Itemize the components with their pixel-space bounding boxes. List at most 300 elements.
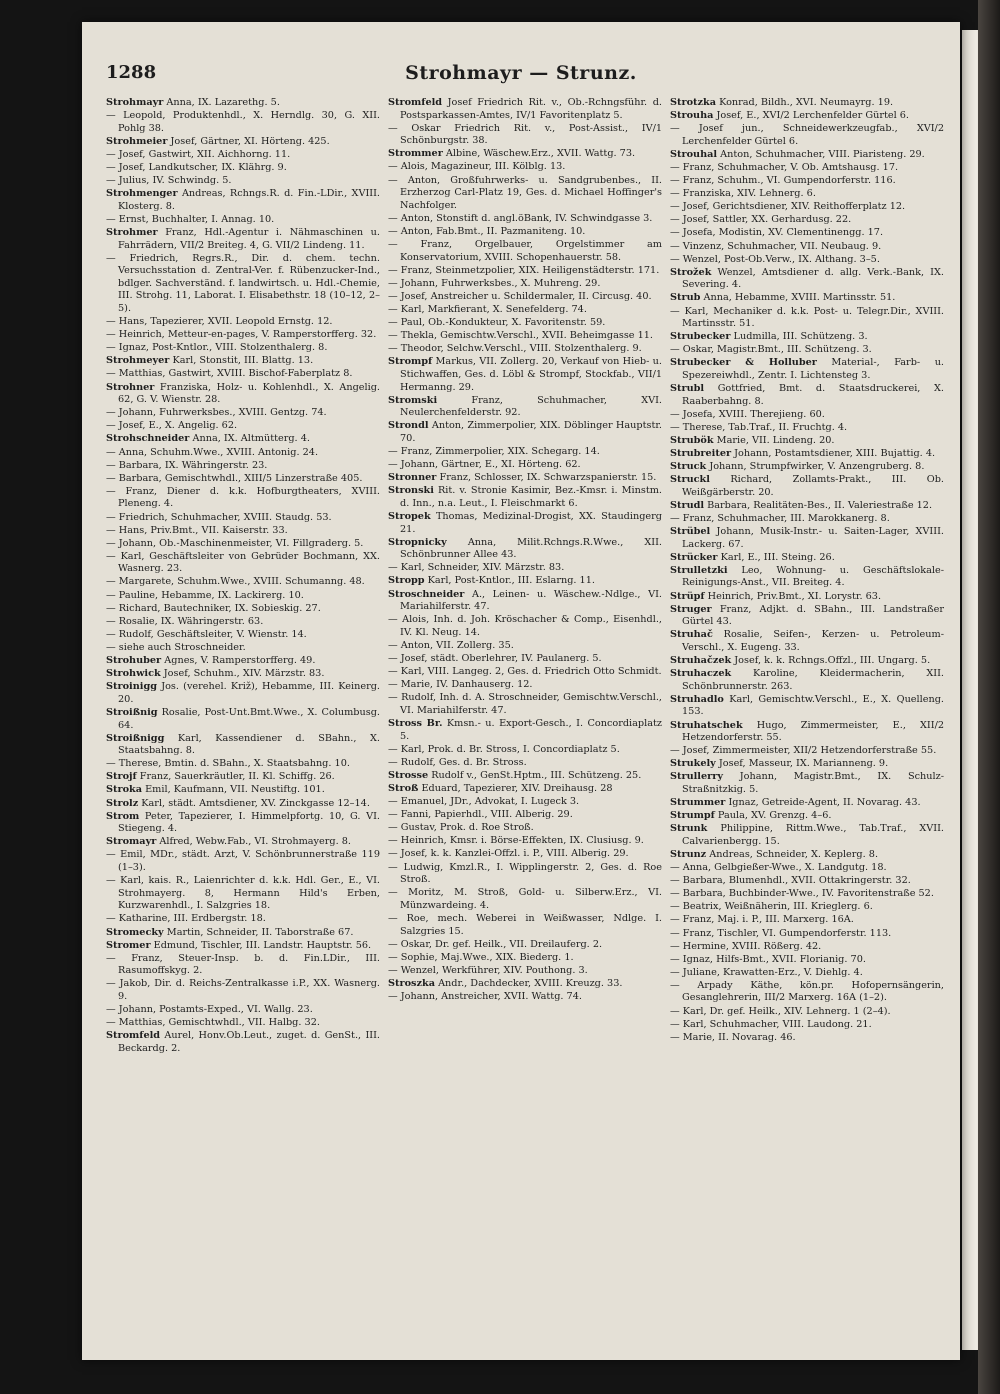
entry-details: — Moritz, M. Stroß, Gold- u. Silberw.Erz., VI. Münzwardeing. 4. xyxy=(388,887,662,911)
directory-entry xyxy=(106,355,380,368)
entry-surname: Stromfeld xyxy=(388,97,443,108)
entry-details: — Rudolf, Geschäftsleiter, V. Wienstr. 14. xyxy=(106,628,307,640)
entry-details: — Josef, städt. Oberlehrer, IV. Paulanerg. 5. xyxy=(388,653,602,665)
directory-entry xyxy=(106,953,380,978)
entry-details: — Franz, Steuer-Insp. b. d. Fin.LDir., III. Rasumoffskyg. 2. xyxy=(106,952,380,977)
directory-entry xyxy=(388,123,662,148)
directory-entry xyxy=(670,604,944,629)
directory-entry xyxy=(106,940,380,953)
directory-entry xyxy=(670,591,944,604)
directory-entry xyxy=(388,796,662,809)
directory-entry xyxy=(670,797,944,810)
entry-details: Martin, Schneider, II. Taborstraße 67. xyxy=(163,926,354,938)
directory-entry xyxy=(388,835,662,848)
entry-details: Rosalie, Seifen-, Kerzen- u. Petroleum-Verschl., X. Eugeng. 33. xyxy=(682,629,944,653)
entry-surname: Stroinigg xyxy=(106,681,157,693)
directory-entry xyxy=(388,770,662,783)
entry-surname: Strožek xyxy=(670,266,712,278)
entry-details: Konrad, Bildh., XVI. Neumayrg. 19. xyxy=(716,97,894,108)
directory-entry xyxy=(388,291,662,304)
entry-surname: Struhačzek xyxy=(670,655,732,667)
page-header xyxy=(106,62,936,92)
entry-details: — Jakob, Dir. d. Reichs-Zentralkasse i.P., XX. Wasnerg. 9. xyxy=(106,978,380,1002)
entry-details: — Ernst, Buchhalter, I. Annag. 10. xyxy=(106,213,275,225)
entry-surname: Strohmeyer xyxy=(106,355,170,367)
entry-details: Josef, E., XVI/2 Lerchenfelder Gürtel 6. xyxy=(713,110,909,122)
entry-details: — Oskar, Dr. gef. Heilk., VII. Dreilauferg. 2. xyxy=(388,938,603,950)
directory-entry xyxy=(106,316,380,329)
directory-entry xyxy=(670,344,944,357)
directory-entry xyxy=(670,526,944,551)
directory-entry xyxy=(670,149,944,162)
entry-details: Karl, Stonstit, III. Blattg. 13. xyxy=(169,355,314,367)
directory-entry xyxy=(670,474,944,499)
entry-surname: Stropek xyxy=(388,511,431,522)
entry-surname: Struhaczek xyxy=(670,668,732,680)
directory-entry xyxy=(670,357,944,382)
entry-surname: Stroschneider xyxy=(388,588,465,600)
directory-entry xyxy=(106,707,380,732)
directory-entry xyxy=(670,461,944,474)
directory-entry xyxy=(388,562,662,575)
entry-surname: Strubecker xyxy=(670,331,731,343)
entry-surname: Strubreiter xyxy=(670,448,732,460)
directory-entry xyxy=(388,148,662,161)
entry-surname: Strommer xyxy=(388,148,443,160)
directory-entry xyxy=(106,681,380,706)
entry-surname: Strubecker & Holluber xyxy=(670,357,817,369)
entry-details: Franz, Schlosser, IX. Schwarzspanierstr. 15. xyxy=(436,472,657,484)
entry-surname: Strohmer xyxy=(106,226,158,238)
directory-entry xyxy=(388,420,662,445)
directory-entry xyxy=(388,822,662,835)
directory-entry xyxy=(106,978,380,1003)
entry-details: Wenzel, Amtsdiener d. allg. Verk.-Bank, IX. Severing. 4. xyxy=(682,266,944,291)
entry-details: Rit. v. Stronie Kasimir, Bez.-Kmsr. i. Minstm. d. Inn., n.a. Leut., I. Fleischmarkt 6. xyxy=(400,485,662,509)
directory-entry xyxy=(670,409,944,422)
entry-surname: Stroißnig xyxy=(106,706,158,718)
entry-details: Material-, Farb- u. Spezereiwhdl., Zentr. I. Lichtensteg 3. xyxy=(682,357,944,381)
entry-surname: Strohuber xyxy=(106,655,162,667)
directory-entry xyxy=(106,758,380,771)
entry-details: — Matthias, Gastwirt, XVIII. Bischof-Faberplatz 8. xyxy=(106,368,353,380)
directory-entry xyxy=(670,175,944,188)
entry-details: Josef Friedrich Rit. v., Ob.-Rchngsführ. d. Postsparkassen-Amtes, IV/1 Favoritenplatz 5. xyxy=(400,97,662,121)
directory-entry xyxy=(106,136,380,149)
entry-surname: Stroka xyxy=(106,784,143,796)
directory-entry xyxy=(388,653,662,666)
directory-entry xyxy=(388,991,662,1004)
directory-entry xyxy=(388,679,662,692)
entry-details: — Ludwig, Kmzl.R., I. Wipplingerstr. 2, Ges. d. Roe Stroß. xyxy=(388,861,662,886)
entry-surname: Strübel xyxy=(670,526,711,538)
entry-details: — Thekla, Gemischtw.Verschl., XVII. Beheimgasse 11. xyxy=(388,330,654,342)
entry-details: Rudolf v., GenSt.Hptm., III. Schützeng. 25. xyxy=(428,769,642,781)
entry-details: — Josefa, XVIII. Therejieng. 60. xyxy=(670,408,825,420)
directory-entry xyxy=(106,913,380,926)
book-spine xyxy=(978,0,1000,1394)
entry-details: Aurel, Honv.Ob.Leut., zuget. d. GenSt., III. Beckardg. 2. xyxy=(118,1030,380,1054)
entry-details: — Karl, Geschäftsleiter von Gebrüder Bochmann, XX. Wasnerg. 23. xyxy=(106,550,380,575)
directory-entry xyxy=(388,809,662,822)
directory-entry xyxy=(106,162,380,175)
entry-details: — Johann, Fuhrwerksbes., XVIII. Gentzg. 74. xyxy=(106,407,327,419)
directory-entry xyxy=(670,162,944,175)
entry-surname: Strullerry xyxy=(670,771,723,783)
directory-entry xyxy=(670,1019,944,1032)
entry-surname: Strummer xyxy=(670,797,726,809)
entry-details: — Franz, Schuhmacher, V. Ob. Amtshausg. 17. xyxy=(670,161,899,173)
entry-details: — siehe auch Stroschneider. xyxy=(106,641,246,653)
directory-entry xyxy=(670,655,944,668)
entry-details: Karl, Post-Kntlor., III. Eslarng. 11. xyxy=(424,575,595,587)
directory-entry xyxy=(670,435,944,448)
entry-details: — Josefa, Modistin, XV. Clementinengg. 17. xyxy=(670,227,884,239)
entry-surname: Struckl xyxy=(670,474,710,486)
directory-entry xyxy=(388,304,662,317)
running-title: Strohmayr — Strunz. xyxy=(405,62,637,84)
entry-details: Johann, Strumpfwirker, V. Anzengruberg. 8. xyxy=(706,461,925,473)
entry-details: Franz, Schuhmacher, XVI. Neulerchenfelderstr. 92. xyxy=(400,394,662,419)
entry-details: — Paul, Ob.-Kondukteur, X. Favoritenstr. 59. xyxy=(388,317,606,329)
entry-details: — Leopold, Produktenhdl., X. Herndlg. 30, G. XII. Pohlg 38. xyxy=(106,110,380,134)
entry-details: — Matthias, Gemischtwhdl., VII. Halbg. 32. xyxy=(106,1017,320,1029)
entry-details: Karoline, Kleidermacherin, XII. Schönbrunnerstr. 263. xyxy=(682,668,944,692)
directory-entry xyxy=(106,538,380,551)
directory-entry xyxy=(388,614,662,639)
directory-entry xyxy=(670,668,944,693)
entry-details: Johann, Musik-Instr.- u. Saiten-Lager, XVIII. Lackerg. 67. xyxy=(682,526,944,550)
directory-entry xyxy=(388,965,662,978)
directory-entry xyxy=(388,213,662,226)
entry-details: Karl, E., III. Steing. 26. xyxy=(717,551,835,563)
directory-entry xyxy=(670,227,944,240)
entry-details: Ignaz, Getreide-Agent, II. Novarag. 43. xyxy=(725,797,921,809)
directory-entry xyxy=(106,836,380,849)
directory-entry xyxy=(106,188,380,213)
entry-surname: Strohschneider xyxy=(106,433,190,445)
directory-entry xyxy=(388,446,662,459)
directory-entry xyxy=(106,382,380,407)
entry-details: Kmsn.- u. Export-Gesch., I. Concordiaplatz 5. xyxy=(400,718,662,742)
directory-entry xyxy=(670,810,944,823)
directory-page xyxy=(82,22,960,1360)
entry-surname: Struhadlo xyxy=(670,693,724,705)
directory-entry xyxy=(106,329,380,342)
entry-details: — Beatrix, Weißnäherin, III. Krieglerg. 6. xyxy=(670,901,873,913)
directory-entry xyxy=(670,201,944,214)
directory-entry xyxy=(670,771,944,796)
entry-details: — Josef, k. k. Kanzlei-Offzl. i. P., VIII. Alberig. 29. xyxy=(388,848,629,860)
entry-details: — Gustav, Prok. d. Roe Stroß. xyxy=(388,822,534,834)
entry-surname: Stromecky xyxy=(106,926,164,938)
entry-details: Edmund, Tischler, III. Landstr. Hauptstr. 56. xyxy=(150,939,372,951)
entry-surname: Stropp xyxy=(388,575,425,587)
entry-details: — Barbara, Buchbinder-Wwe., IV. Favoritenstraße 52. xyxy=(670,888,934,900)
entry-surname: Stronski xyxy=(388,485,434,497)
directory-entry xyxy=(106,733,380,758)
directory-entry xyxy=(670,914,944,927)
entry-details: Anna, IX. Lazarethg. 5. xyxy=(163,97,280,108)
directory-entry xyxy=(106,253,380,316)
directory-entry xyxy=(388,485,662,510)
directory-entry xyxy=(106,420,380,433)
entry-details: Richard, Zollamts-Prakt., III. Ob. Weißgärberstr. 20. xyxy=(682,474,944,498)
entry-details: — Karl, kais. R., Laienrichter d. k.k. Hdl. Ger., E., VI. Strohmayerg. 8, Hermann Hild's Erben, Kurzwarenhdl., I. Salzgries 18. xyxy=(106,875,380,912)
directory-entry xyxy=(388,97,662,122)
entry-details: Heinrich, Priv.Bmt., XI. Lorystr. 63. xyxy=(704,590,882,602)
directory-entry xyxy=(670,1032,944,1045)
directory-entry xyxy=(670,901,944,914)
directory-entry xyxy=(106,551,380,576)
directory-entry xyxy=(388,511,662,536)
directory-entry xyxy=(106,368,380,381)
entry-details: — Vinzenz, Schuhmacher, VII. Neubaug. 9. xyxy=(670,240,882,252)
entry-details: — Theodor, Selchw.Verschl., VIII. Stolzenthalerg. 9. xyxy=(388,343,642,355)
entry-details: Anton, Zimmerpolier, XIX. Döblinger Hauptstr. 70. xyxy=(400,420,662,444)
entry-details: — Karl, Schuhmacher, VIII. Laudong. 21. xyxy=(670,1018,872,1030)
directory-entry xyxy=(670,758,944,771)
entry-details: — Johann, Fuhrwerksbes., X. Muhreng. 29. xyxy=(388,277,601,289)
entry-surname: Strom xyxy=(106,810,140,822)
directory-entry xyxy=(106,590,380,603)
entry-surname: Struhač xyxy=(670,629,713,641)
directory-entry xyxy=(106,433,380,446)
entry-details: — Karl, Schneider, XIV. Märzstr. 83. xyxy=(388,562,565,574)
entry-details: — Therese, Bmtin. d. SBahn., X. Staatsbahng. 10. xyxy=(106,758,350,770)
entry-details: — Josef, Zimmermeister, XII/2 Hetzendorferstraße 55. xyxy=(670,745,937,757)
entry-details: Franz, Sauerkräutler, II. Kl. Schiffg. 26. xyxy=(136,771,335,783)
directory-entry xyxy=(670,565,944,590)
directory-entry xyxy=(388,356,662,394)
entry-details: — Josef, Landkutscher, IX. Klährg. 9. xyxy=(106,161,287,173)
directory-entry xyxy=(106,875,380,913)
directory-entry xyxy=(106,655,380,668)
directory-entry xyxy=(670,331,944,344)
entry-details: Peter, Tapezierer, I. Himmelpfortg. 10, G. VI. Stiegeng. 4. xyxy=(118,810,380,835)
entry-surname: Strunz xyxy=(670,848,707,860)
directory-entry xyxy=(670,629,944,654)
entry-details: Rosalie, Post-Unt.Bmt.Wwe., X. Columbusg. 64. xyxy=(118,706,380,731)
directory-entry xyxy=(388,848,662,861)
entry-surname: Stromayr xyxy=(106,836,157,848)
entry-surname: Strohmenger xyxy=(106,188,178,200)
entry-surname: Strolz xyxy=(106,797,139,809)
entry-details: — Rudolf, Ges. d. Br. Stross. xyxy=(388,756,527,768)
entry-details: — Margarete, Schuhm.Wwe., XVIII. Schumanng. 48. xyxy=(106,576,365,588)
entry-surname: Stroß xyxy=(388,782,419,794)
directory-entry xyxy=(388,395,662,420)
entry-details: Andr., Dachdecker, XVIII. Kreuzg. 33. xyxy=(434,977,623,989)
directory-entry xyxy=(388,887,662,912)
entry-surname: Strüpf xyxy=(670,590,705,602)
entry-surname: Strosse xyxy=(388,769,429,781)
entry-surname: Struger xyxy=(670,603,712,615)
entry-details: — Marie, II. Novarag. 46. xyxy=(670,1031,796,1043)
entry-details: Franziska, Holz- u. Kohlenhdl., X. Angelig. 62, G. V. Wienstr. 28. xyxy=(118,381,380,406)
entry-details: — Anton, Fab.Bmt., II. Pazmaniteng. 10. xyxy=(388,225,586,237)
entry-details: Anna, IX. Altmütterg. 4. xyxy=(189,433,310,445)
entry-details: — Heinrich, Metteur-en-pages, V. Ramperstorfferg. 32. xyxy=(106,329,377,341)
entry-details: — Josef, Gerichtsdiener, XIV. Reithofferplatz 12. xyxy=(670,201,906,213)
entry-details: — Barbara, Gemischtwhdl., XIII/5 Linzerstraße 405. xyxy=(106,472,363,484)
directory-entry xyxy=(106,110,380,135)
entry-details: Eduard, Tapezierer, XIV. Dreihausg. 28 xyxy=(418,782,613,794)
directory-entry xyxy=(106,486,380,511)
directory-entry xyxy=(388,459,662,472)
entry-details: Josef, Gärtner, XI. Hörteng. 425. xyxy=(167,135,330,147)
column-3 xyxy=(670,97,944,1347)
entry-surname: Strohner xyxy=(106,381,155,393)
directory-entry xyxy=(106,460,380,473)
directory-entry xyxy=(388,265,662,278)
entry-surname: Strouhal xyxy=(670,148,718,160)
entry-details: Leo, Wohnung- u. Geschäftslokale-Reinigungs-Anst., VII. Breiteg. 4. xyxy=(682,564,944,589)
entry-details: — Johann, Anstreicher, XVII. Wattg. 74. xyxy=(388,990,582,1002)
entry-details: — Juliane, Krawatten-Erz., V. Diehlg. 4. xyxy=(670,966,863,978)
entry-surname: Strunk xyxy=(670,823,708,835)
entry-surname: Strumpf xyxy=(670,810,715,822)
directory-entry xyxy=(388,640,662,653)
directory-entry xyxy=(106,97,380,110)
directory-entry xyxy=(670,383,944,408)
directory-entry xyxy=(670,552,944,565)
entry-details: — Franz, Tischler, VI. Gumpendorferstr. 113. xyxy=(670,927,892,939)
directory-entry xyxy=(670,422,944,435)
directory-entry xyxy=(670,188,944,201)
entry-details: — Josef jun., Schneidewerkzeugfab., XVI/2 Lerchenfelder Gürtel 6. xyxy=(670,123,944,147)
directory-entry xyxy=(106,927,380,940)
directory-entry xyxy=(106,616,380,629)
entry-surname: Strücker xyxy=(670,551,718,563)
entry-details: Franz, Adjkt. d. SBahn., III. Landstraßer Gürtel 43. xyxy=(682,603,944,628)
entry-surname: Strub xyxy=(670,292,701,304)
entry-details: Johann, Magistr.Bmt., IX. Schulz-Straßnitzkig. 5. xyxy=(682,771,944,795)
directory-entry xyxy=(106,214,380,227)
directory-entry xyxy=(670,888,944,901)
entry-details: Alfred, Webw.Fab., VI. Strohmayerg. 8. xyxy=(156,836,351,848)
directory-entry xyxy=(106,227,380,252)
entry-details: — Friedrich, Schuhmacher, XVIII. Staudg. 53. xyxy=(106,511,332,523)
directory-entry xyxy=(670,849,944,862)
entry-details: — Johann, Postamts-Exped., VI. Wallg. 23. xyxy=(106,1004,313,1016)
entry-details: Anna, Hebamme, XVIII. Martinsstr. 51. xyxy=(700,292,896,304)
entry-details: Karl, Gemischtw.Verschl., E., X. Quelleng. 153. xyxy=(682,693,944,718)
entry-details: Franz, Hdl.-Agentur i. Nähmaschinen u. Fahrrädern, VII/2 Breiteg. 4, G. VII/2 Lindeng. 11. xyxy=(118,226,380,251)
directory-entry xyxy=(670,694,944,719)
entry-details: A., Leinen- u. Wäschew.-Ndlge., VI. Mariahilferstr. 47. xyxy=(400,588,662,613)
entry-details: — Wenzel, Post-Ob.Verw., IX. Althang. 3–5. xyxy=(670,253,880,265)
entry-details: — Fanni, Papierhdl., VIII. Alberig. 29. xyxy=(388,809,573,821)
directory-entry xyxy=(670,1006,944,1019)
directory-entry xyxy=(388,783,662,796)
directory-entry xyxy=(670,97,944,110)
directory-entry xyxy=(670,941,944,954)
directory-entry xyxy=(388,692,662,717)
entry-details: Anna, Milit.Rchngs.R.Wwe., XII. Schönbrunner Allee 43. xyxy=(400,536,662,561)
entry-surname: Stromski xyxy=(388,394,438,406)
directory-entry xyxy=(106,342,380,355)
directory-entry xyxy=(670,123,944,148)
entry-surname: Strubl xyxy=(670,383,705,395)
entry-details: Hugo, Zimmermeister, E., XII/2 Hetzendorferstr. 55. xyxy=(682,719,944,744)
entry-details: — Rosalie, IX. Währingerstr. 63. xyxy=(106,615,264,627)
entry-details: Jos. (verehel. Križ), Hebamme, III. Keinerg. 20. xyxy=(118,681,380,705)
directory-entry xyxy=(106,1017,380,1030)
directory-entry xyxy=(388,317,662,330)
entry-details: — Josef, Anstreicher u. Schildermaler, II. Circusg. 40. xyxy=(388,290,652,302)
directory-entry xyxy=(388,472,662,485)
directory-entry xyxy=(670,500,944,513)
directory-entry xyxy=(388,278,662,291)
directory-entry xyxy=(670,214,944,227)
entry-details: — Karl, Mechaniker d. k.k. Post- u. Telegr.Dir., XVIII. Martinsstr. 51. xyxy=(670,305,944,330)
directory-entry xyxy=(106,811,380,836)
entry-details: — Katharine, III. Erdbergstr. 18. xyxy=(106,913,266,925)
entry-details: — Anna, Schuhm.Wwe., XVIII. Antonig. 24. xyxy=(106,446,319,458)
directory-entry xyxy=(670,862,944,875)
entry-details: — Hermine, XVIII. Rößerg. 42. xyxy=(670,940,822,952)
entry-details: — Anton, Stonstift d. angl.öBank, IV. Schwindgasse 3. xyxy=(388,212,653,224)
entry-details: — Anna, Gelbgießer-Wwe., X. Landgutg. 18. xyxy=(670,862,887,874)
entry-surname: Struhatschek xyxy=(670,719,743,731)
entry-details: — Ignaz, Hilfs-Bmt., XVII. Florianig. 70. xyxy=(670,953,866,965)
directory-entry xyxy=(388,537,662,562)
entry-surname: Stromer xyxy=(106,939,151,951)
entry-details: — Josef, Gastwirt, XII. Aichhorng. 11. xyxy=(106,148,291,160)
directory-entry xyxy=(388,239,662,264)
directory-entry xyxy=(388,666,662,679)
entry-details: — Marie, IV. Danhauserg. 12. xyxy=(388,679,533,691)
entry-details: — Anton, Großfuhrwerks- u. Sandgrubenbes., II. Erzherzog Carl-Platz 19, Ges. d. Michael Hoffinger's Nachfolger. xyxy=(388,174,662,211)
entry-details: Emil, Kaufmann, VII. Neustiftg. 101. xyxy=(142,784,325,796)
entry-details: — Franz, Maj. i. P., III. Marxerg. 16A. xyxy=(670,914,854,926)
entry-surname: Strohmayr xyxy=(106,97,164,108)
directory-entry xyxy=(106,603,380,616)
entry-details: — Pauline, Hebamme, IX. Lackirerg. 10. xyxy=(106,589,304,601)
entry-surname: Struck xyxy=(670,461,707,473)
directory-entry xyxy=(670,267,944,292)
directory-entry xyxy=(388,952,662,965)
entry-details: Karl, städt. Amtsdiener, XV. Zinckgasse 12–14. xyxy=(138,797,370,809)
entry-surname: Strohmeier xyxy=(106,135,168,147)
directory-entry xyxy=(670,110,944,123)
directory-entry xyxy=(106,149,380,162)
entry-details: — Karl, Markfierant, X. Senefelderg. 74. xyxy=(388,304,587,315)
entry-details: — Franz, Schuhm., VI. Gumpendorferstr. 116. xyxy=(670,175,896,187)
directory-entry xyxy=(388,744,662,757)
directory-entry xyxy=(388,913,662,938)
entry-surname: Stroszka xyxy=(388,977,435,989)
entry-details: Karl, Kassendiener d. SBahn., X. Staatsbahng. 8. xyxy=(118,732,380,757)
entry-surname: Strulletzki xyxy=(670,564,728,576)
directory-entry xyxy=(106,771,380,784)
entry-details: — Karl, Prok. d. Br. Stross, I. Concordiaplatz 5. xyxy=(388,743,620,755)
directory-entry xyxy=(388,589,662,614)
entry-surname: Stropnicky xyxy=(388,536,447,548)
entry-details: — Sophie, Maj.Wwe., XIX. Biederg. 1. xyxy=(388,951,574,963)
entry-details: — Barbara, Blumenhdl., XVII. Ottakringerstr. 32. xyxy=(670,875,911,887)
directory-entry xyxy=(106,576,380,589)
entry-details: — Franziska, XIV. Lehnerg. 6. xyxy=(670,188,816,200)
entry-surname: Stroißnigg xyxy=(106,732,165,744)
directory-entry xyxy=(388,575,662,588)
directory-entry xyxy=(388,330,662,343)
directory-entry xyxy=(388,718,662,743)
entry-details: — Anton, VII. Zollerg. 35. xyxy=(388,639,514,651)
entry-surname: Strompf xyxy=(388,356,433,368)
entry-surname: Strojf xyxy=(106,771,137,783)
